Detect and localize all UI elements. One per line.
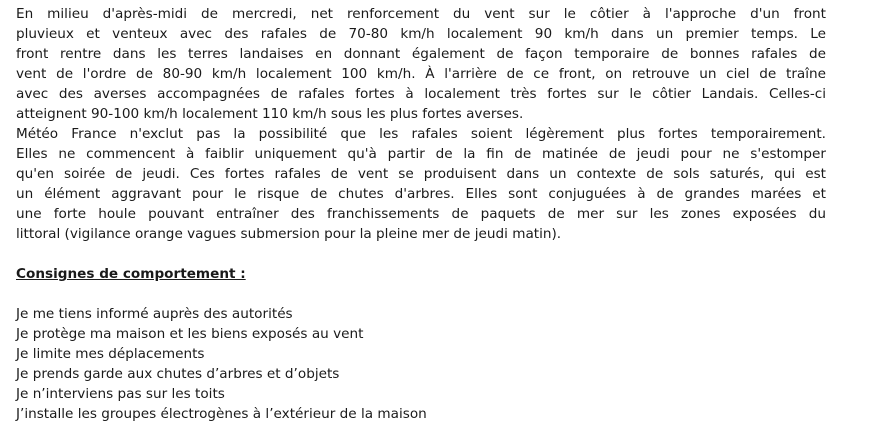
text-line: qu'en soirée de jeudi. Ces fortes rafales de vent se produisent dans un contexte de sols saturés, qui est xyxy=(16,166,826,182)
text-line: Météo France n'exclut pas la possibilité que les rafales soient légèrement plus fortes temporairement. xyxy=(16,126,826,142)
text-line: vent de l'ordre de 80-90 km/h localement 100 km/h. À l'arrière de ce front, on retrouve un ciel de traîne xyxy=(16,66,826,82)
text-line: atteignent 90-100 km/h localement 110 km/h sous les plus fortes averses. xyxy=(16,106,524,122)
text-line: un élément aggravant pour le risque de chutes d'arbres. Elles sont conjuguées à de grandes marées et xyxy=(16,186,826,202)
paragraph-meteo-france xyxy=(16,124,826,244)
text-line: front rentre dans les terres landaises en donnant également de façon temporaire de bonnes rafales de xyxy=(16,46,826,62)
consignes-heading: Consignes de comportement : xyxy=(16,266,246,282)
consignes-list xyxy=(16,304,826,424)
list-item: Je protège ma maison et les biens exposés au vent xyxy=(16,326,364,342)
weather-bulletin xyxy=(16,4,826,424)
text-line: une forte houle pouvant entraîner des franchissements de paquets de mer sur les zones exposées du xyxy=(16,206,826,222)
list-item: J’installe les groupes électrogènes à l’extérieur de la maison xyxy=(16,406,427,422)
list-item: Je n’interviens pas sur les toits xyxy=(16,386,225,402)
text-line: En milieu d'après-midi de mercredi, net renforcement du vent sur le côtier à l'approche d'un front xyxy=(16,6,826,22)
text-line: avec des averses accompagnées de rafales fortes à localement très fortes sur le côtier Landais. Celles-ci xyxy=(16,86,826,102)
list-item: Je limite mes déplacements xyxy=(16,346,205,362)
text-line: littoral (vigilance orange vagues submersion pour la pleine mer de jeudi matin). xyxy=(16,226,562,242)
text-line: Elles ne commencent à faiblir uniquement qu'à partir de la fin de matinée de jeudi pour ne s'estomper xyxy=(16,146,826,162)
paragraph-wind-forecast xyxy=(16,4,826,124)
list-item: Je me tiens informé auprès des autorités xyxy=(16,306,293,322)
text-line: pluvieux et venteux avec des rafales de 70-80 km/h localement 90 km/h dans un premier temps. Le xyxy=(16,26,826,42)
list-item: Je prends garde aux chutes d’arbres et d’objets xyxy=(16,366,340,382)
